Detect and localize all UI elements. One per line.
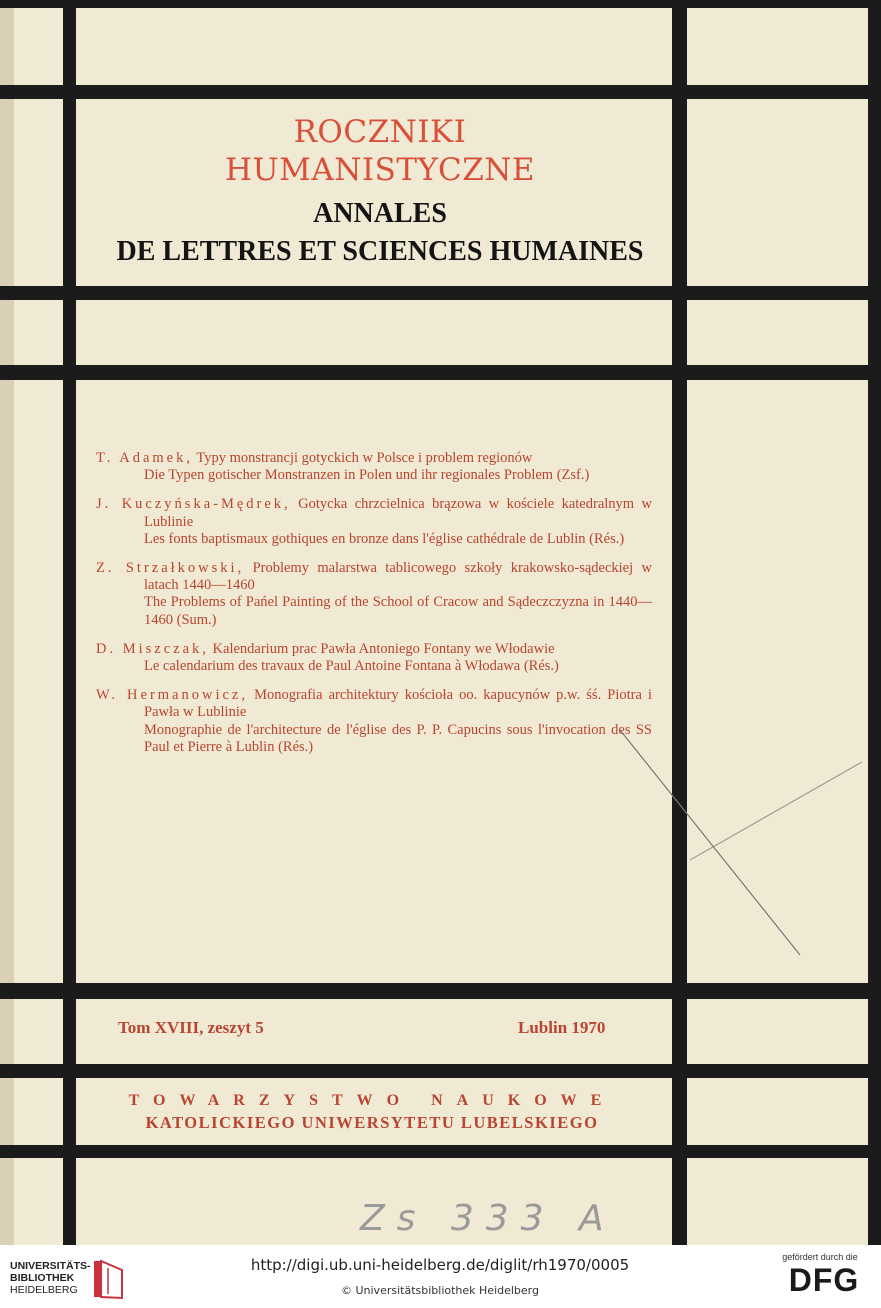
entry-author: D. Miszczak,: [96, 640, 209, 657]
entry-translation: Le calendarium des travaux de Paul Antoine Fontana à Włodawa (Rés.): [144, 658, 559, 675]
entry-title: Problemy malarstwa tablicowego szkoły krakowsko-sądeckiej w latach 1440—1460: [144, 560, 652, 594]
library-name-line2: BIBLIOTHEK: [10, 1272, 75, 1284]
entry-translation: Monographie de l'architecture de l'église des P. P. Capucins sous l'invocation des SS Paul et Pierre à Lublin (Rés.): [144, 721, 652, 755]
entry-title: Gotycka chrzcielnica brązowa w kościele katedralnym w Lublinie: [144, 496, 652, 530]
entry-translation: Les fonts baptismaux gothiques en bronze dans l'église cathédrale de Lublin (Rés.): [144, 530, 625, 547]
viewer-footer: [0, 1245, 881, 1308]
publisher-line2: KATOLICKIEGO UNIWERSYTETU LUBELSKIEGO: [145, 1113, 599, 1132]
entry-translation: Die Typen gotischer Monstranzen in Polen und ihr regionales Problem (Zsf.): [144, 467, 590, 484]
library-name-line1: UNIVERSITÄTS-: [10, 1260, 91, 1272]
entry-title: Monografia architektury kościoła oo. kapucynów p.w. śś. Piotra i Pawła w Lublinie: [144, 687, 652, 721]
title-polish-line2: HUMANISTYCZNE: [224, 152, 535, 188]
handwritten-shelfmark: Zs 333 A: [360, 1198, 616, 1239]
entry-translation: The Problems of Pańel Painting of the School of Cracow and Sądeczczyzna in 1440—1460 (Sum.): [144, 594, 652, 628]
volume-number: Tom XVIII, zeszyt 5: [118, 1018, 264, 1037]
entry-author: W. Hermanowicz,: [96, 687, 248, 704]
entry-title: Kalendarium prac Pawła Antoniego Fontany we Włodawie: [208, 640, 555, 657]
entry-author: J. Kuczyńska-Mędrek,: [96, 496, 291, 513]
dfg-logo: DFG: [788, 1262, 860, 1298]
title-french-line1: ANNALES: [313, 198, 447, 229]
entry-title: Typy monstrancji gotyckich w Polsce i problem regionów: [192, 450, 533, 466]
entry-author: T. Adamek,: [96, 450, 193, 466]
permalink-url[interactable]: http://digi.ub.uni-heidelberg.de/diglit/rh1970/0005: [250, 1256, 630, 1274]
entry-author: Z. Strzałkowski,: [96, 560, 245, 577]
place-and-year: Lublin 1970: [518, 1018, 606, 1037]
library-name: [10, 1260, 91, 1296]
funder-note: gefördert durch die: [782, 1252, 858, 1262]
title-polish-line1: ROCZNIKI: [293, 114, 467, 150]
publisher-line1: TOWARZYSTWO NAUKOWE: [128, 1092, 616, 1109]
copyright-notice: © Universitätsbibliothek Heidelberg: [340, 1284, 539, 1297]
title-french-line2: DE LETTRES ET SCIENCES HUMAINES: [116, 236, 644, 267]
library-name-line3: HEIDELBERG: [10, 1284, 78, 1296]
